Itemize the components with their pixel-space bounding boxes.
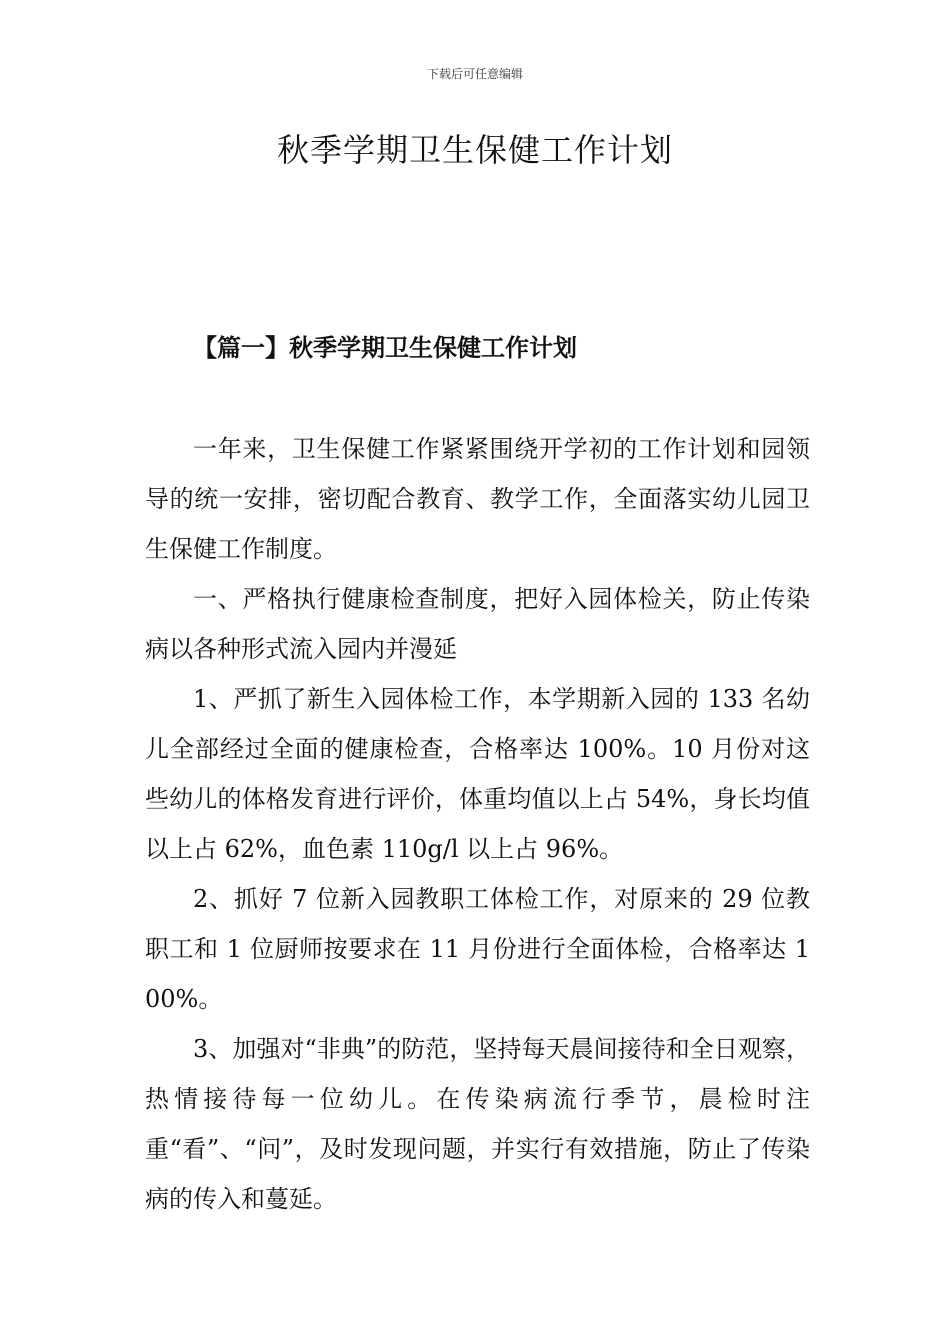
paragraph-item-1: 1、严抓了新生入园体检工作，本学期新入园的 133 名幼儿全部经过全面的健康检查，合格率达 100%。10 月份对这些幼儿的体格发育进行评价，体重均值以上占 54%，身长均值以上占 62%，血色素 110g/l 以上占 96%。	[145, 685, 810, 863]
section-heading: 【篇一】秋季学期卫生保健工作计划	[193, 333, 577, 362]
document-title: 秋季学期卫生保健工作计划	[276, 131, 673, 169]
paragraph-item-2: 2、抓好 7 位新入园教职工体检工作，对原来的 29 位教职工和 1 位厨师按要求在 11 月份进行全面体检，合格率达 100%。	[145, 885, 810, 1013]
paragraph-intro: 一年来，卫生保健工作紧紧围绕开学初的工作计划和园领导的统一安排，密切配合教育、教学工作，全面落实幼儿园卫生保健工作制度。	[145, 435, 810, 563]
header-note: 下载后可任意编辑	[426, 67, 523, 81]
paragraph-section-one: 一、严格执行健康检查制度，把好入园体检关，防止传染病以各种形式流入园内并漫延	[145, 585, 810, 663]
document-body	[145, 424, 810, 1224]
paragraph-item-3: 3、加强对“非典”的防范，坚持每天晨间接待和全日观察，热情接待每一位幼儿。在传染病流行季节，晨检时注重“看”、“问”，及时发现问题，并实行有效措施，防止了传染病的传入和蔓延。	[145, 1035, 810, 1213]
